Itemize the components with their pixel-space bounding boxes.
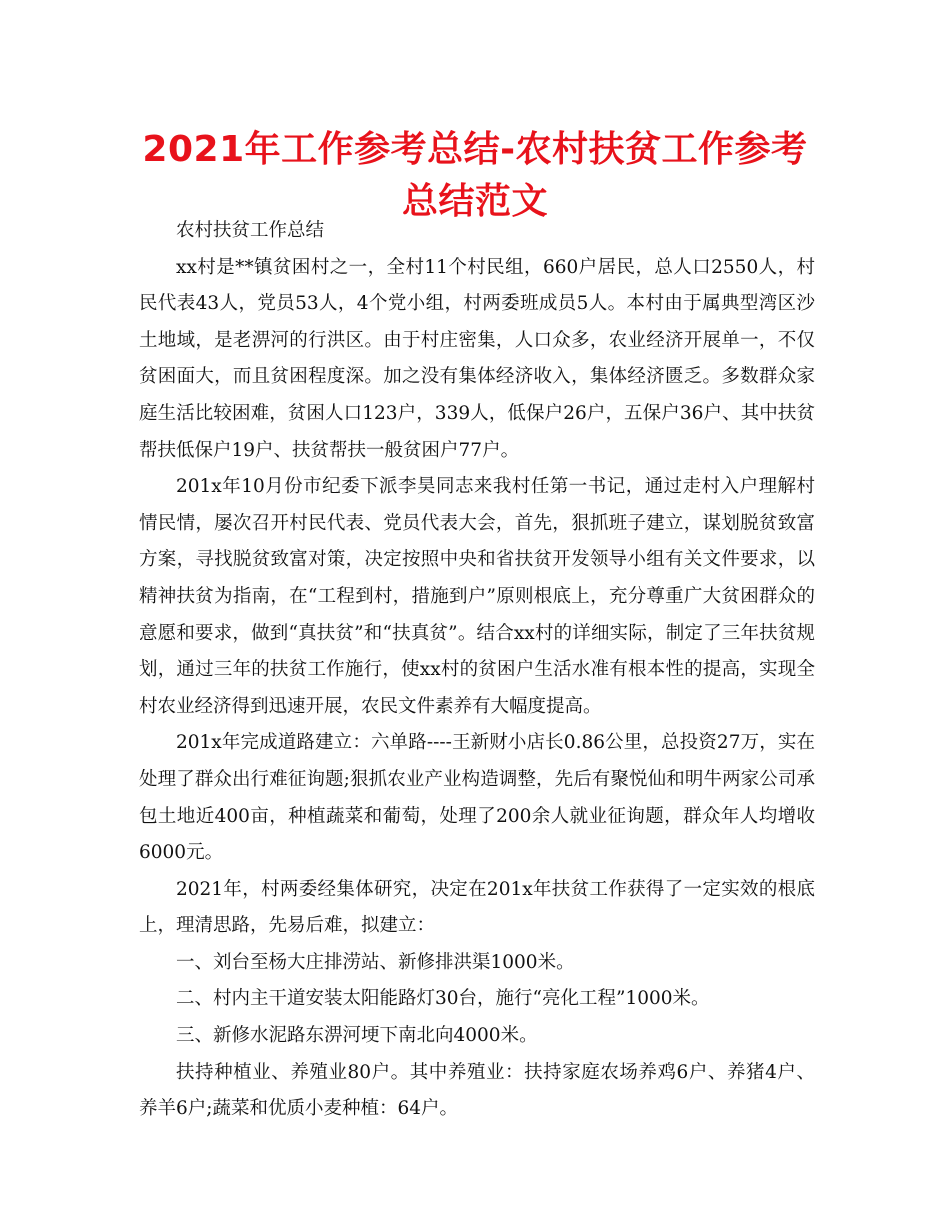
- paragraph-2021-plan: 2021年，村两委经集体研究，决定在201x年扶贫工作获得了一定实效的根底上，理清思路，先易后难，拟建立：: [139, 878, 815, 937]
- paragraph-road-construction: 201x年完成道路建立：六单路----王新财小店长0.86公里，总投资27万，实在处理了群众出行难征询题;狠抓农业产业构造调整，先后有聚悦仙和明牛两家公司承包土地近400亩，种植蔬菜和葡萄，处理了200余人就业征询题，群众年人均增收6000元。: [139, 732, 815, 864]
- list-item-cement-road: 三、新修水泥路东淠河埂下南北向4000米。: [176, 1025, 538, 1047]
- list-item-street-lights: 二、村内主干道安装太阳能路灯30台，施行“亮化工程”1000米。: [176, 988, 710, 1010]
- paragraph-agriculture-support: 扶持种植业、养殖业80户。其中养殖业：扶持家庭农场养鸡6户、养猪4户、养羊6户;蔬菜和优质小麦种植：64户。: [139, 1061, 815, 1120]
- section-heading: 农村扶贫工作总结: [176, 220, 325, 241]
- paragraph-village-overview: xx村是**镇贫困村之一，全村11个村民组，660户居民，总人口2550人，村民代表43人，党员53人，4个党小组，村两委班成员5人。本村由于属典型湾区沙土地域，是老淠河的行洪区。由于村庄密集，人口众多，农业经济开展单一，不仅贫困面大，而且贫困程度深。加之没有集体经济收入，集体经济匮乏。多数群众家庭生活比较困难，贫困人口123户，339人，低保户26户，五保户36户、其中扶贫帮扶低保户19户、扶贫帮扶一般贫困户77户。: [139, 256, 815, 461]
- document-title: 2021年工作参考总结-农村扶贫工作参考总结范文: [142, 129, 808, 222]
- list-item-drainage: 一、刘台至杨大庄排涝站、新修排洪渠1000米。: [176, 951, 575, 973]
- paragraph-first-secretary: 201x年10月份市纪委下派李昊同志来我村任第一书记，通过走村入户理解村情民情，屡次召开村民代表、党员代表大会，首先，狠抓班子建立，谋划脱贫致富方案，寻找脱贫致富对策，决定按照中央和省扶贫开发领导小组有关文件要求，以精神扶贫为指南，在“工程到村，措施到户”原则根底上，充分尊重广大贫困群众的意愿和要求，做到“真扶贫”和“扶真贫”。结合xx村的详细实际，制定了三年扶贫规划，通过三年的扶贫工作施行，使xx村的贫困户生活水准有根本性的提高，实现全村农业经济得到迅速开展，农民文件素养有大幅度提高。: [139, 476, 815, 717]
- document-body: [139, 213, 815, 1128]
